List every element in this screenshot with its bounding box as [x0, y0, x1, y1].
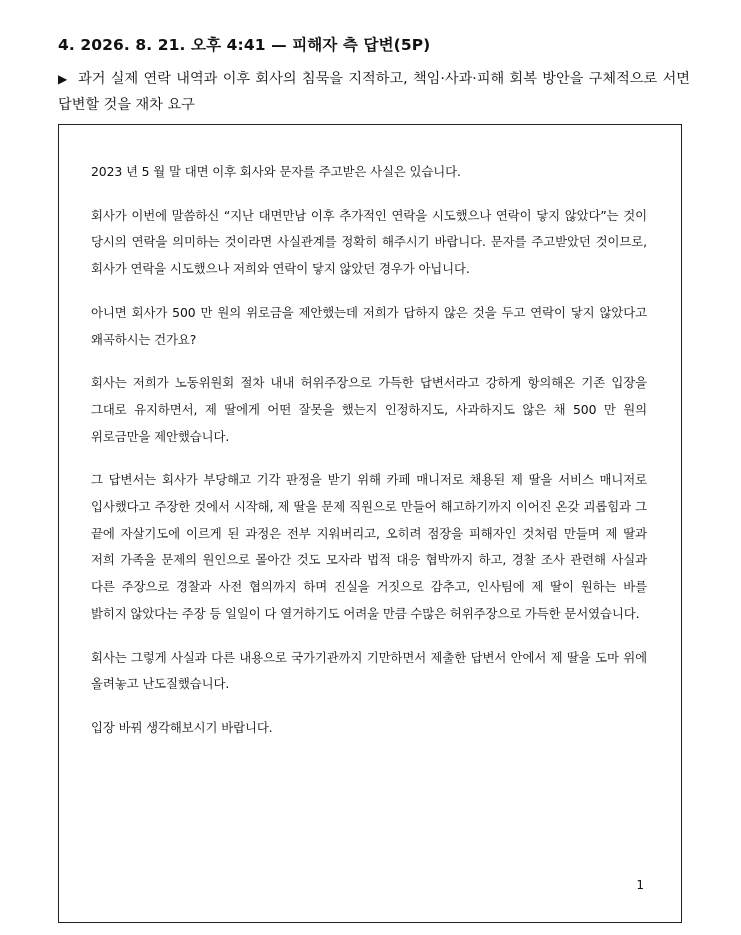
- letter-paragraph-1: 2023 년 5 월 말 대면 이후 회사와 문자를 주고받은 사실은 있습니다.: [91, 164, 461, 179]
- letter-paragraph-4: 회사는 저희가 노동위원회 절차 내내 허위주장으로 가득한 답변서라고 강하게 항의해온 기존 입장을 그대로 유지하면서, 제 딸에게 어떤 잘못을 했는지 인정하지도, 사과하지도 않은 채 500 만 원의 위로금만을 제안했습니다.: [91, 375, 647, 444]
- page-number: 1: [636, 878, 644, 892]
- entry-heading: 4. 2026. 8. 21. 오후 4:41 — 피해자 측 답변(5P): [58, 36, 431, 54]
- entry-summary: [58, 66, 690, 118]
- letter-paragraph-6: 회사는 그렇게 사실과 다른 내용으로 국가기관까지 기만하면서 제출한 답변서 안에서 제 딸을 도마 위에 올려놓고 난도질했습니다.: [91, 649, 647, 692]
- letter-document: [58, 124, 682, 923]
- letter-paragraph-3: 아니면 회사가 500 만 원의 위로금을 제안했는데 저희가 답하지 않은 것을 두고 연락이 닿지 않았다고 왜곡하시는 건가요?: [91, 304, 647, 347]
- summary-text: 과거 실제 연락 내역과 이후 회사의 침묵을 지적하고, 책임·사과·피해 회복 방안을 구체적으로 서면 답변할 것을 재차 요구: [58, 71, 690, 113]
- letter-paragraph-2: 회사가 이번에 말씀하신 “지난 대면만남 이후 추가적인 연락을 시도했으나 연락이 닿지 않았다”는 것이 당시의 연락을 의미하는 것이라면 사실관계를 정확히 해주시기 바랍니다. 문자를 주고받았던 것이므로, 회사가 연락을 시도했으나 저희와 연락이 닿지 않았던 경우가 아닙니다.: [91, 207, 647, 277]
- letter-paragraph-5: 그 답변서는 회사가 부당해고 기각 판정을 받기 위해 카페 매니저로 채용된 제 딸을 서비스 매니저로 입사했다고 주장한 것에서 시작해, 제 딸을 문제 직원으로 만들어 해고하기까지 이어진 온갖 괴롭힘과 그 끝에 자살기도에 이르게 된 과정은 전부 지워버리고, 오히려 점장을 피해자인 것처럼 만들며 제 딸과 저희 가족을 문제의 원인으로 몰아간 것도 모자라 법적 대응 협박까지 하고, 경찰 조사 관련해 사실과 다른 주장으로 경찰과 사전 협의까지 하며 진실을 거짓으로 감추고, 인사팀에 제 딸이 원하는 바를 밝히지 않았다는 주장 등 일일이 다 열거하기도 어려울 만큼 수많은 허위주장으로 가득한 문서였습니다.: [91, 472, 647, 621]
- letter-paragraph-7: 입장 바꿔 생각해보시기 바랍니다.: [91, 719, 273, 735]
- letter-body: [91, 159, 647, 759]
- arrow-marker-icon: ▶: [58, 72, 69, 86]
